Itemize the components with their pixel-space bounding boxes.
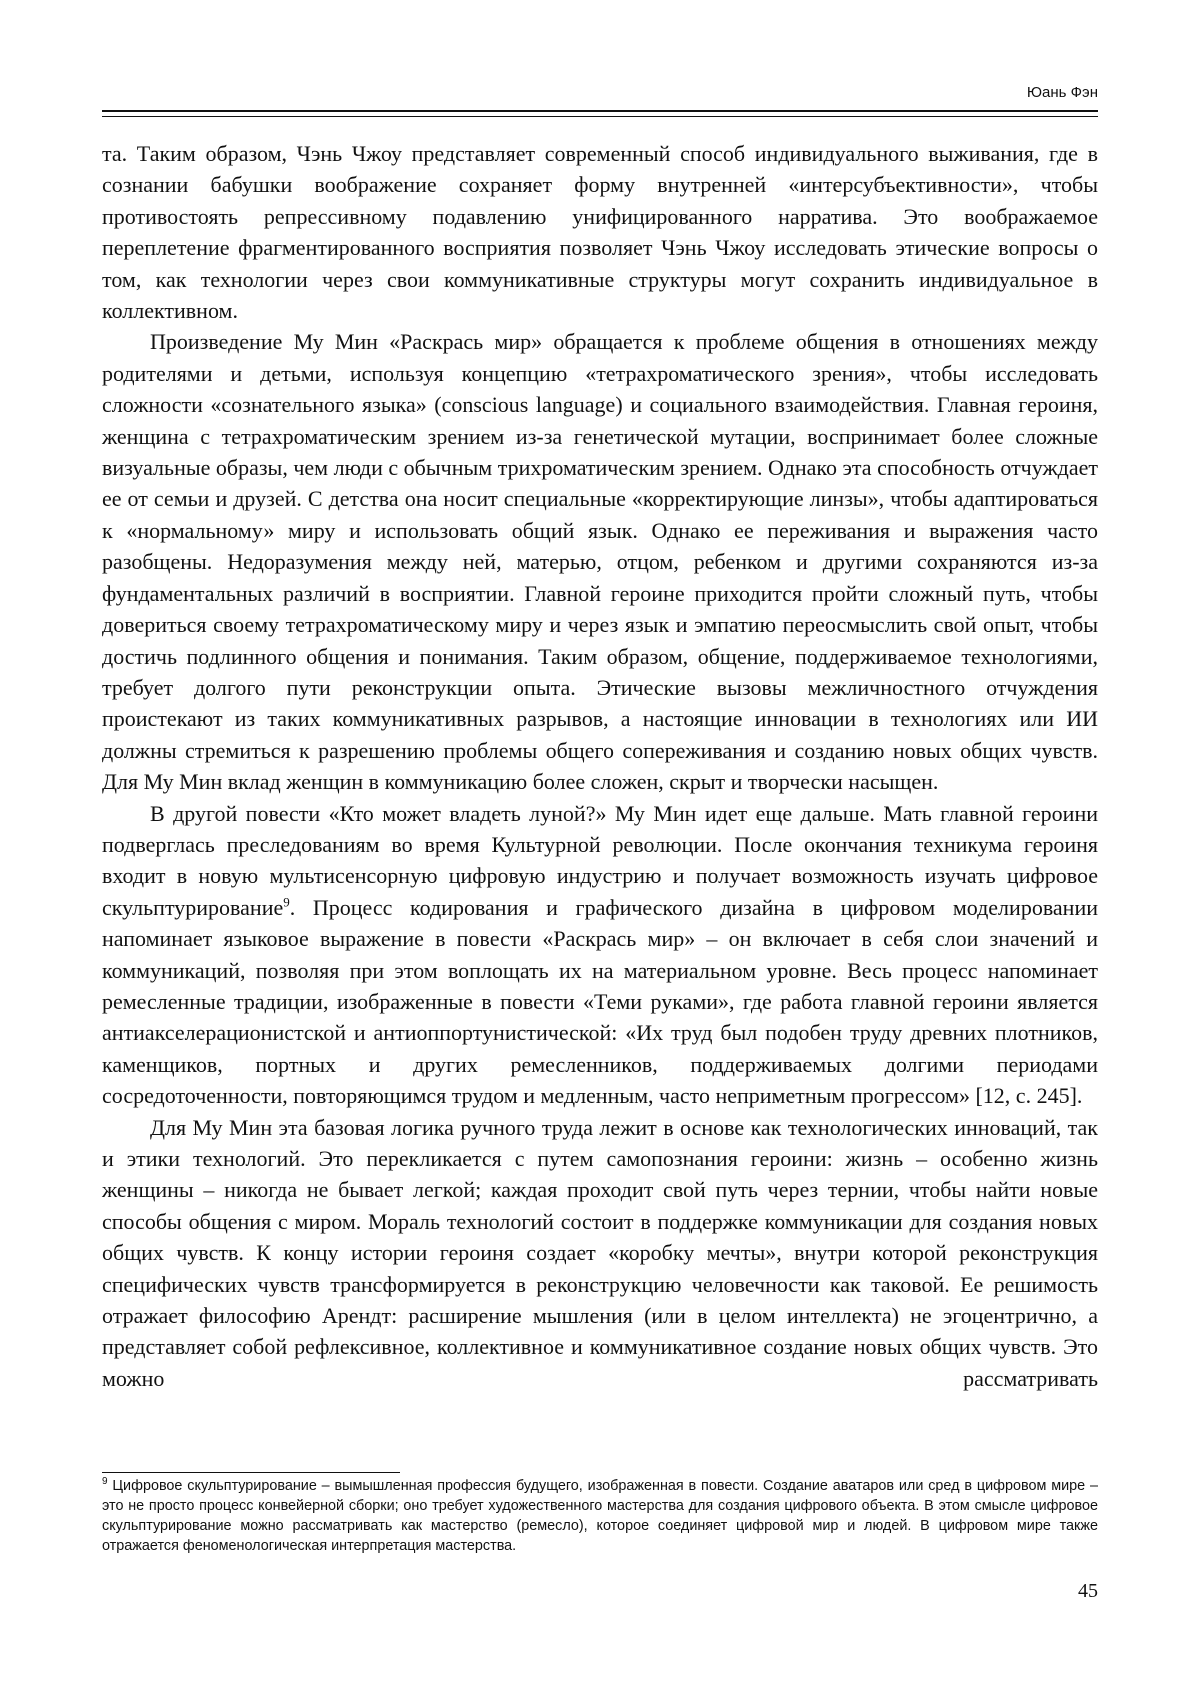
footnote-mark: 9 — [102, 1476, 108, 1488]
header-rule-thin — [102, 116, 1098, 117]
paragraph-3-part-1: В другой повести «Кто может владеть луной?» Му Мин идет еще дальше. Мать главной героини подверглась преследованиям во время Культурной революции. После окончания техникума героиня входит в новую мультисенсорную цифровую индустрию и получает возможность изучать цифровое скульптурирование — [102, 800, 1098, 920]
footnote-text: Цифровое скульптурирование – вымышленная профессия будущего, изображенная в повести. Создание аватаров или сред в цифровом мире – это не просто процесс конвейерной сборки; оно требует художественного мастерства для создания цифрового объекта. В этом смысле цифровое скульптурирование можно рассматривать как мастерство (ремесло), которое соединяет цифровой мир и людей. В цифровом мире также отражается феноменологическая интерпретация мастерства. — [102, 1478, 1098, 1554]
paragraph-3 — [102, 798, 1098, 1112]
running-head: Юань Фэн — [1026, 84, 1098, 101]
footnote-reference[interactable]: 9 — [283, 894, 290, 910]
paragraph-3-part-2: . Процесс кодирования и графического дизайна в цифровом моделировании напоминает языковое выражение в повести «Раскрась мир» – он включает в себя слои значений и коммуникаций, позволяя при этом воплощать их на материальном уровне. Весь процесс напоминает ремесленные традиции, изображенные в повести «Теми руками», где работа главной героини является антиакселерационистской и антиоппортунистической: «Их труд был подобен труду древних плотников, каменщиков, портных и других ремесленников, поддерживаемых долгими периодами сосредоточенности, повторяющимся трудом и медленным, часто неприметным прогрессом» [12, с. 245]. — [102, 894, 1098, 1109]
paragraph-1: та. Таким образом, Чэнь Чжоу представляет современный способ индивидуального выживания, где в сознании бабушки воображение сохраняет форму внутренней «интерсубъективности», чтобы противостоять репрессивному подавлению унифицированного нарратива. Это воображаемое переплетение фрагментированного восприятия позволяет Чэнь Чжоу исследовать этические вопросы о том, как технологии через свои коммуникативные структуры могут сохранить индивидуальное в коллективном. — [102, 141, 1098, 324]
paragraph-4: Для Му Мин эта базовая логика ручного труда лежит в основе как технологических инноваций, так и этики технологий. Это перекликается с путем самопознания героини: жизнь – особенно жизнь женщины – никогда не бывает легкой; каждая проходит свой путь через тернии, чтобы найти новые способы общения с миром. Мораль технологий состоит в поддержке коммуникации для создания новых общих чувств. К концу истории героиня создает «коробку мечты», внутри которой реконструкция специфических чувств трансформируется в реконструкцию человечности как таковой. Ее решимость отражает философию Арендт: расширение мышления (или в целом интеллекта) не эгоцентрично, а представляет собой рефлексивное, коллективное и коммуникативное создание новых общих чувств. Это можно рассматривать — [102, 1114, 1098, 1391]
header-rule-thick — [102, 110, 1098, 112]
body-text — [102, 138, 1098, 1394]
footnote-rule — [102, 1472, 400, 1473]
paragraph-2: Произведение Му Мин «Раскрась мир» обращается к проблеме общения в отношениях между родителями и детьми, используя концепцию «тетрахроматического зрения», чтобы исследовать сложности «сознательного языка» (conscious language) и социального взаимодействия. Главная героиня, женщина с тетрахроматическим зрением из-за генетической мутации, воспринимает более сложные визуальные образы, чем люди с обычным трихроматическим зрением. Однако эта способность отчуждает ее от семьи и друзей. С детства она носит специальные «корректирующие линзы», чтобы адаптироваться к «нормальному» миру и использовать общий язык. Однако ее переживания и выражения часто разобщены. Недоразумения между ней, матерью, отцом, ребенком и другими сохраняются из-за фундаментальных различий в восприятии. Главной героине приходится пройти сложный путь, чтобы довериться своему тетрахроматическому миру и через язык и эмпатию переосмыслить свой опыт, чтобы достичь подлинного общения и понимания. Таким образом, общение, поддерживаемое технологиями, требует долгого пути реконструкции опыта. Этические вызовы межличностного отчуждения проистекают из таких коммуникативных разрывов, а настоящие инновации в технологиях или ИИ должны стремиться к разрешению проблемы общего сопереживания и созданию новых общих чувств. Для Му Мин вклад женщин в коммуникацию более сложен, скрыт и творчески насыщен. — [102, 329, 1098, 795]
page-number: 45 — [1078, 1580, 1098, 1602]
footnote — [102, 1476, 1098, 1556]
